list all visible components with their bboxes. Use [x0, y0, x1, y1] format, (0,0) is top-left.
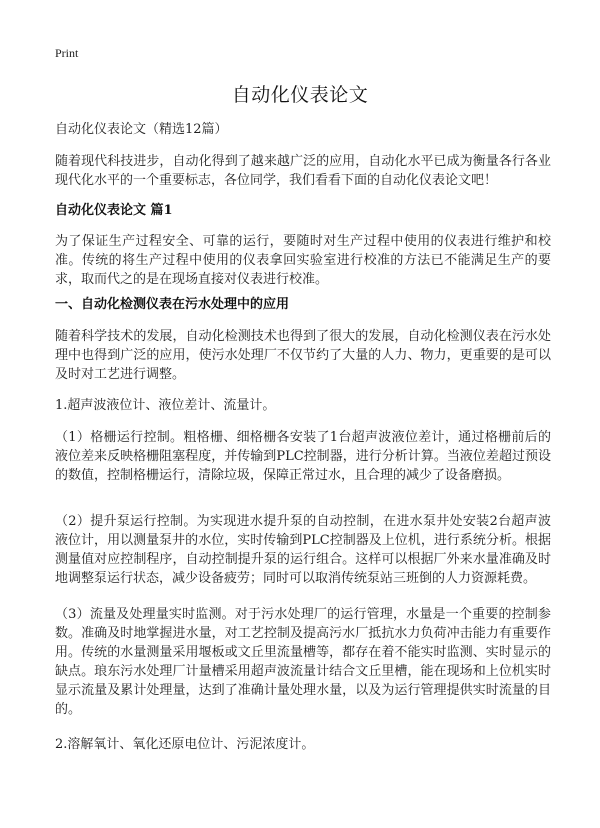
paragraph-2: 随着科学技术的发展，自动化检测技术也得到了很大的发展，自动化检测仪表在污水处理中也得到广泛的应用，使污水处理厂不仅节约了大量的人力、物力，更重要的是可以及时对工艺进行调整。	[55, 329, 551, 382]
paragraph-3: （1）格栅运行控制。粗格栅、细格栅各安装了1台超声波液位差计，通过格栅前后的液位差来反映格栅阻塞程度，并传输到PLC控制器，进行分析计算。当液位差超过预设的数值，控制格栅运行，清除垃圾，保障正常过水，且合理的减少了设备磨损。	[55, 430, 551, 483]
list-item-2: 2.溶解氧计、氧化还原电位计、污泥浓度计。	[55, 737, 315, 752]
print-link[interactable]: Print	[55, 46, 79, 60]
paragraph-1: 为了保证生产过程安全、可靠的运行，要随时对生产过程中使用的仪表进行维护和校准。传统的将生产过程中使用的仪表拿回实验室进行校准的方法已不能满足生产的要求，取而代之的是在现场直接对仪表进行校准。	[55, 234, 551, 287]
paragraph-5: （3）流量及处理量实时监测。对于污水处理厂的运行管理，水量是一个重要的控制参数。准确及时地掌握进水量，对工艺控制及提高污水厂抵抗水力负荷冲击能力有重要作用。传统的水量测量采用堰板或文丘里流量槽等，都存在着不能实时监测、实时显示的缺点。琅东污水处理厂计量槽采用超声波流量计结合文丘里槽，能在现场和上位机实时显示流量及累计处理量，达到了准确计量处理水量，以及为运行管理提供实时流量的目的。	[55, 607, 551, 717]
paragraph-4: （2）提升泵运行控制。为实现进水提升泵的自动控制，在进水泵井处安装2台超声波液位计，用以测量泵井的水位，实时传输到PLC控制器及上位机，进行系统分析。根据测量值对应控制程序，自动控制提升泵的运行组合。这样可以根据厂外来水量准确及时地调整泵运行状态，减少设备疲劳；同时可以取消传统泵站三班倒的人力资源耗费。	[55, 514, 551, 586]
article-heading: 自动化仪表论文 篇1	[55, 203, 173, 218]
list-item-1: 1.超声波液位计、液位差计、流量计。	[55, 398, 276, 413]
section-heading-1: 一、自动化检测仪表在污水处理中的应用	[55, 297, 290, 312]
page-title: 自动化仪表论文	[231, 84, 369, 106]
intro-paragraph: 随着现代科技进步，自动化得到了越来越广泛的应用，自动化水平已成为衡量各行各业现代化水平的一个重要标志，各位同学，我们看看下面的自动化仪表论文吧！	[55, 154, 551, 188]
document-subtitle: 自动化仪表论文（精选12篇）	[55, 122, 228, 137]
